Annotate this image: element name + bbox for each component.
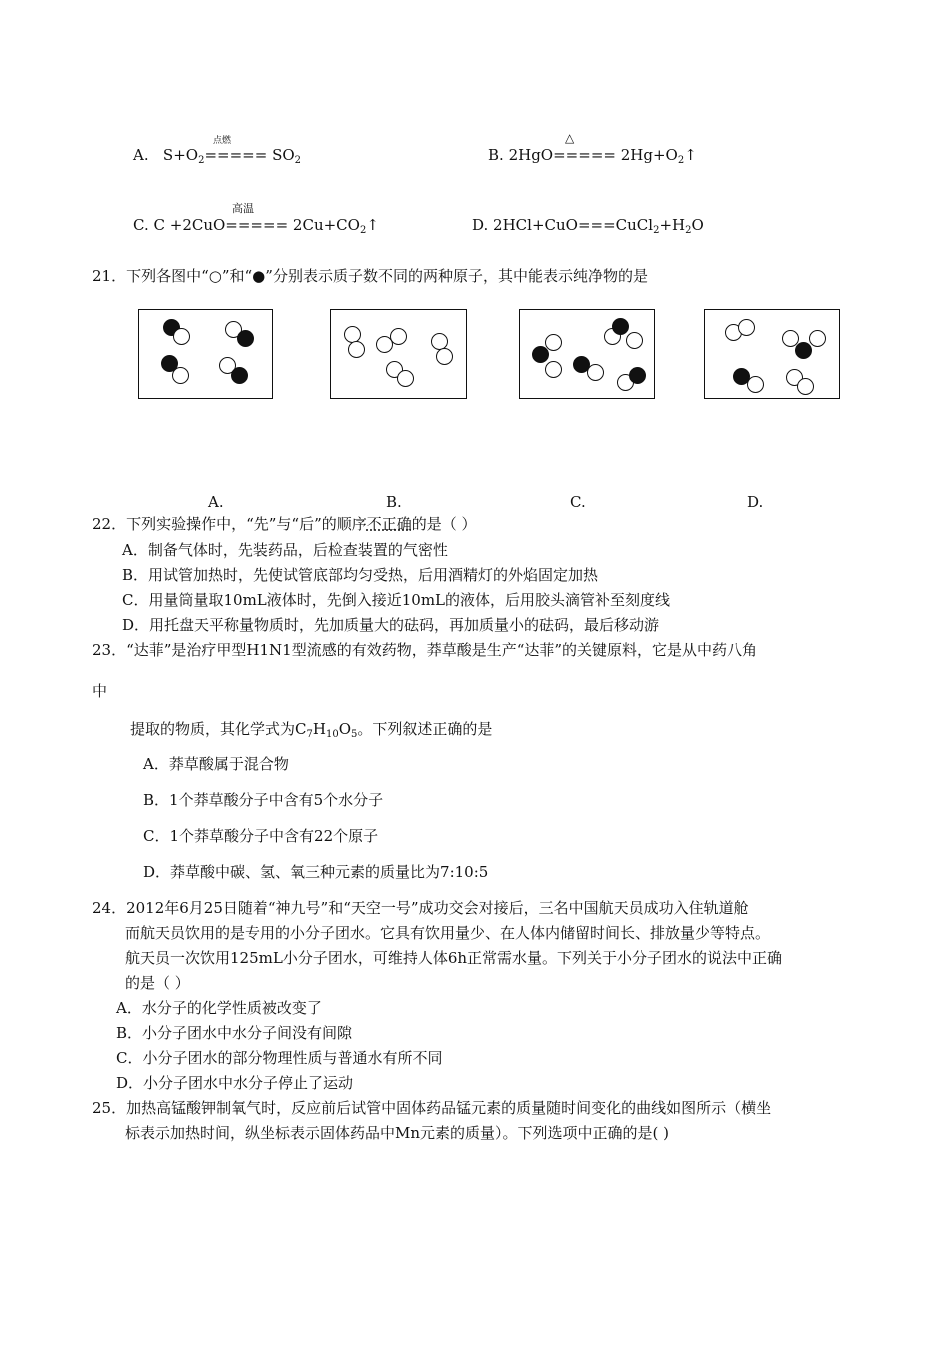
hollow-atom [173, 328, 190, 345]
diagram-label-a: A. [208, 493, 224, 511]
q22-stem: 22．下列实验操作中，“先”与“后”的顺序不正确的是（ ） [92, 515, 477, 533]
diagram-d [704, 309, 840, 399]
q25-stem-line2: 标表示加热时间，纵坐标表示固体药品中Mn元素的质量）。下列选项中正确的是( ) [125, 1124, 669, 1142]
diagram-b [330, 309, 467, 399]
q25-stem-line1: 25．加热高锰酸钾制氧气时，反应前后试管中固体药品锰元素的质量随时间变化的曲线如图所示（横坐 [92, 1099, 772, 1117]
hollow-atom [747, 376, 764, 393]
q24-option-a: A．水分子的化学性质被改变了 [116, 999, 322, 1017]
diagram-a [138, 309, 273, 399]
q22-option-d: D．用托盘天平称量物质时，先加质量大的砝码，再加质量小的砝码，最后移动游 [122, 616, 660, 634]
option-a-condition: 点燃 [213, 136, 232, 146]
q23-option-a: A．莽草酸属于混合物 [143, 755, 289, 773]
filled-atom [612, 318, 629, 335]
diagram-label-c: C. [570, 493, 586, 511]
q20-option-c: C. $C +2CuO===== 2Cu+CO_2↑$ [133, 216, 379, 236]
q24-stem-line1: 24．2012年6月25日随着“神九号”和“天空一号”成功交会对接后，三名中国航天员成功入住轨道舱 [92, 899, 749, 917]
hollow-atom [436, 348, 453, 365]
hollow-atom [390, 328, 407, 345]
q23-stem-line2: 中 [92, 682, 108, 700]
filled-atom [629, 367, 646, 384]
option-b-condition: △ [565, 131, 575, 145]
emphasis: 不正确 [366, 515, 412, 533]
q24-option-b: B．小分子团水中水分子间没有间隙 [116, 1024, 353, 1042]
q20-option-d: D. $2HCl+CuO===CuCl_2+H_2O$ [472, 216, 704, 236]
hollow-atom [738, 319, 755, 336]
hollow-atom [545, 334, 562, 351]
diagram-label-d: D. [747, 493, 764, 511]
hollow-atom [797, 378, 814, 395]
q23-stem-line1: 23．“达菲”是治疗甲型H1N1型流感的有效药物，莽草酸是生产“达菲”的关键原料，它是从中药八角 [92, 641, 758, 659]
hollow-atom [545, 361, 562, 378]
q22-option-b: B．用试管加热时，先使试管底部均匀受热，后用酒精灯的外焰固定加热 [122, 566, 599, 584]
q22-option-c: C．用量筒量取10mL液体时，先倒入接近10mL的液体，后用胶头滴管补至刻度线 [122, 591, 671, 609]
q23-option-b: B．1个莽草酸分子中含有5个水分子 [143, 791, 384, 809]
hollow-atom [809, 330, 826, 347]
hollow-atom [348, 341, 365, 358]
filled-atom [532, 346, 549, 363]
q24-option-c: C．小分子团水的部分物理性质与普通水有所不同 [116, 1049, 443, 1067]
q23-option-d: D．莽草酸中碳、氢、氧三种元素的质量比为7:10:5 [143, 863, 489, 881]
q20-option-b: B. $2HgO===== 2Hg+O_2↑$ [488, 146, 697, 166]
hollow-atom [587, 364, 604, 381]
hollow-atom [397, 370, 414, 387]
q24-stem-line3: 航天员一次饮用125mL小分子团水，可维持人体6h正常需水量。下列关于小分子团水的说法中正确 [125, 949, 783, 967]
filled-atom [795, 342, 812, 359]
q23-stem-line3: 提取的物质，其化学式为$C_7H_{10}O_5$。下列叙述正确的是 [130, 720, 493, 740]
q24-stem-line2: 而航天员饮用的是专用的小分子团水。它具有饮用量少、在人体内储留时间长、排放量少等特点。 [125, 924, 771, 942]
q20-option-a: A. $S+O_2===== SO_2$ [133, 146, 302, 166]
hollow-atom [172, 367, 189, 384]
diagram-label-b: B. [386, 493, 402, 511]
filled-atom [231, 367, 248, 384]
q21-stem: 21．下列各图中“○”和“●”分别表示质子数不同的两种原子，其中能表示纯净物的是 [92, 267, 648, 285]
q23-option-c: C．1个莽草酸分子中含有22个原子 [143, 827, 379, 845]
q24-option-d: D．小分子团水中水分子停止了运动 [116, 1074, 354, 1092]
q24-stem-line4: 的是（ ） [125, 974, 190, 992]
option-label: A. [133, 146, 149, 164]
filled-atom [237, 330, 254, 347]
q22-option-a: A．制备气体时，先装药品，后检查装置的气密性 [122, 541, 448, 559]
hollow-atom [626, 332, 643, 349]
diagram-c [519, 309, 655, 399]
option-c-condition: 高温 [232, 202, 254, 215]
